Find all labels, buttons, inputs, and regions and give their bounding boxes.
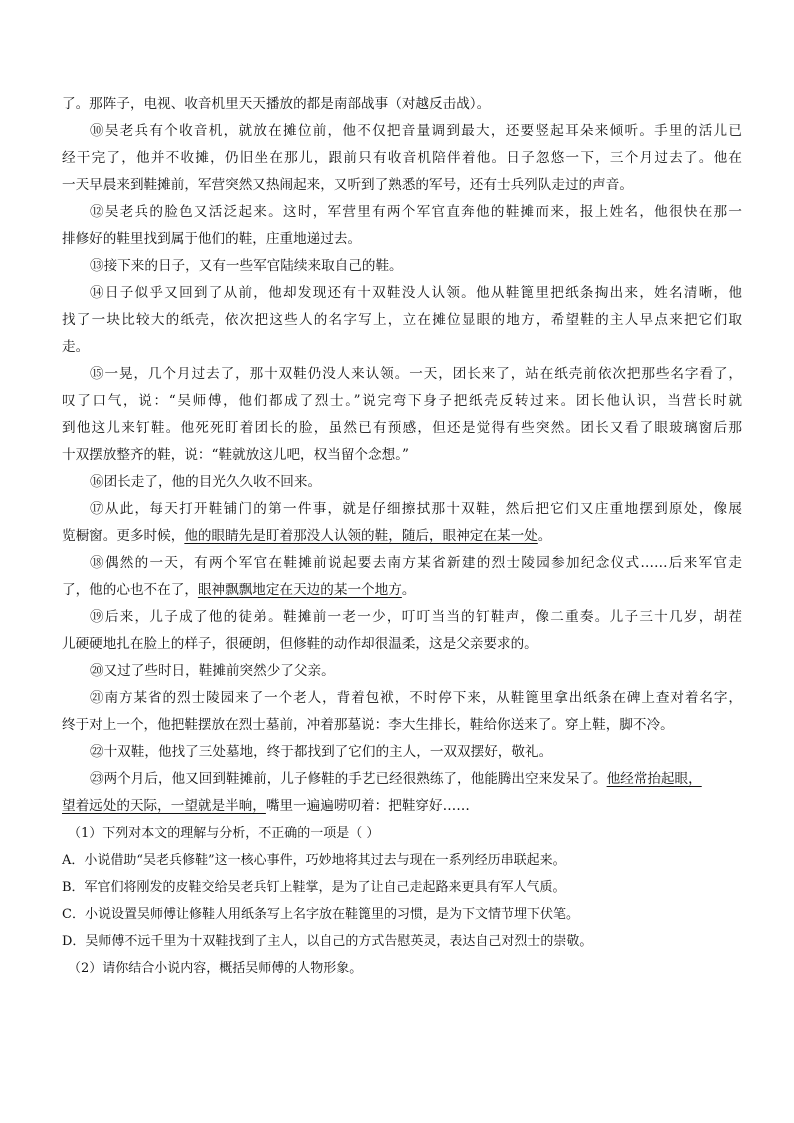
text-segment: 排修好的鞋里找到属于他们的鞋，庄重地递过去。 <box>62 231 362 247</box>
text-line <box>62 145 742 172</box>
text-segment: 一天早晨来到鞋摊前，军营突然又热闹起来，又听到了熟悉的军号，还有士兵列队走过的声音。 <box>62 177 633 193</box>
text-segment: 找了一块比较大的纸壳，依次把这些人的名字写上，立在摊位显眼的地方，希望鞋的主人早点来把它们取 <box>62 312 742 328</box>
underlined-phrase: 他的眼睛先是盯着那没人认领的鞋，随后，眼神定在某一处 <box>184 528 538 544</box>
text-line <box>62 631 742 658</box>
underlined-phrase: 他经常抬起眼， <box>606 771 702 787</box>
text-segment: ⑮一晃，几个月过去了，那十双鞋仍没人来认领。一天，团长来了，站在纸壳前依次把那些名字看了， <box>90 366 742 382</box>
text-segment: ⑰从此，每天打开鞋铺门的第一件事，就是仔细擦拭那十双鞋，然后把它们又庄重地摆到原处，像展 <box>90 501 742 517</box>
underlined-phrase: 望着远处的天际，一望就是半晌， <box>62 798 266 814</box>
text-line <box>62 307 742 334</box>
text-line <box>62 442 742 469</box>
text-line <box>62 739 742 766</box>
text-segment: ⑩吴老兵有个收音机，就放在摊位前，他不仅把音量调到最大，还要竖起耳朵来倾听。手里的活儿已 <box>90 123 742 139</box>
text-segment: 十双摆放整齐的鞋，说：“鞋就放这儿吧，权当留个念想。” <box>62 447 409 463</box>
answer-option: A．小说借助“吴老兵修鞋”这一核心事件，巧妙地将其过去与现在一系列经历串联起来。 <box>62 853 566 868</box>
text-line <box>62 334 742 361</box>
text-segment: 嘴里一遍遍唠叨着：把鞋穿好…… <box>265 798 470 814</box>
text-segment: 。 <box>401 582 416 598</box>
text-segment: ㉓两个月后，他又回到鞋摊前，儿子修鞋的手艺已经很熟练了，他能腾出空来发呆了。 <box>90 771 607 787</box>
text-line <box>62 469 742 496</box>
text-line <box>62 496 742 523</box>
text-segment: 。 <box>537 528 552 544</box>
text-segment: 览橱窗。更多时候， <box>62 528 185 544</box>
question-prompt: （2）请你结合小说内容，概括吴师傅的人物形象。 <box>68 961 363 976</box>
answer-option: D．吴师傅不远千里为十双鞋找到了主人，以自己的方式告慰英灵，表达自己对烈士的崇敬。 <box>62 934 593 949</box>
text-segment: 了。那阵子，电视、收音机里天天播放的都是南部战事（对越反击战）。 <box>62 96 491 112</box>
text-segment: ⑫吴老兵的脸色又活泛起来。这时，军营里有两个军官直奔他的鞋摊而来，报上姓名，他很快在那一 <box>90 204 742 220</box>
answer-option: C．小说设置吴师傅让修鞋人用纸条写上名字放在鞋篦里的习惯，是为下文情节埋下伏笔。 <box>62 907 579 922</box>
underlined-phrase: 眼神飘飘地定在天边的某一个地方 <box>197 582 402 598</box>
text-segment: 叹了口气，说：“吴师傅，他们都成了烈士。”说完弯下身子把纸壳反转过来。团长他认识，当营长时就 <box>62 393 742 409</box>
text-segment: 到他这儿来钉鞋。他死死盯着团长的脸，虽然已有预感，但还是觉得有些突然。团长又看了眼玻璃窗后那 <box>62 420 742 436</box>
text-line <box>62 280 742 307</box>
text-segment: ⑳又过了些时日，鞋摊前突然少了父亲。 <box>90 663 335 679</box>
text-line <box>62 685 742 712</box>
text-line <box>62 253 742 280</box>
text-line <box>62 658 742 685</box>
text-segment: 终于对上一个，他把鞋摆放在烈士墓前，冲着那墓说：李大生排长，鞋给你送来了。穿上鞋，脚不冷。 <box>62 717 674 733</box>
text-segment: ㉑南方某省的烈士陵园来了一个老人，背着包袱，不时停下来，从鞋篦里拿出纸条在碑上查对着名字， <box>90 690 742 706</box>
text-line <box>62 523 742 550</box>
text-segment: ⑭日子似乎又回到了从前，他却发现还有十双鞋没人认领。他从鞋篦里把纸条掏出来，姓名清晰，他 <box>90 285 742 301</box>
text-line <box>62 712 742 739</box>
text-line <box>62 118 742 145</box>
text-line <box>62 361 742 388</box>
text-segment: ㉒十双鞋，他找了三处墓地，终于都找到了它们的主人，一双双摆好，敬礼。 <box>90 744 553 760</box>
question-prompt: （1）下列对本文的理解与分析，不正确的一项是（ ） <box>68 826 380 841</box>
text-line <box>62 199 742 226</box>
passage-body <box>62 91 742 982</box>
text-line <box>62 793 742 820</box>
text-line <box>62 577 742 604</box>
answer-option: B．军官们将刚发的皮鞋交给吴老兵钉上鞋掌，是为了让自己走起路来更具有军人气质。 <box>62 880 566 895</box>
text-line <box>62 415 742 442</box>
text-segment: ⑱偶然的一天，有两个军官在鞋摊前说起要去南方某省新建的烈士陵园参加纪念仪式……后来军官走 <box>90 555 742 571</box>
text-line <box>62 388 742 415</box>
text-segment: 走。 <box>62 339 90 355</box>
text-segment: ⑲后来，儿子成了他的徒弟。鞋摊前一老一少，叮叮当当的钉鞋声，像二重奏。儿子三十几岁，胡茬 <box>90 609 742 625</box>
text-segment: 经干完了，他并不收摊，仍旧坐在那儿，跟前只有收音机陪伴着他。日子忽悠一下，三个月过去了。他在 <box>62 150 742 166</box>
text-segment: 儿硬硬地扎在脸上的样子，很硬朗，但修鞋的动作却很温柔，这是父亲要求的。 <box>62 636 538 652</box>
text-line <box>62 91 742 118</box>
text-segment: ⑯团长走了，他的目光久久收不回来。 <box>90 474 322 490</box>
text-line <box>62 172 742 199</box>
text-line <box>62 550 742 577</box>
text-line <box>62 226 742 253</box>
text-segment: 了，他的心也不在了， <box>62 582 198 598</box>
text-line <box>62 604 742 631</box>
text-line <box>62 766 742 793</box>
text-segment: ⑬接下来的日子，又有一些军官陆续来取自己的鞋。 <box>90 258 403 274</box>
